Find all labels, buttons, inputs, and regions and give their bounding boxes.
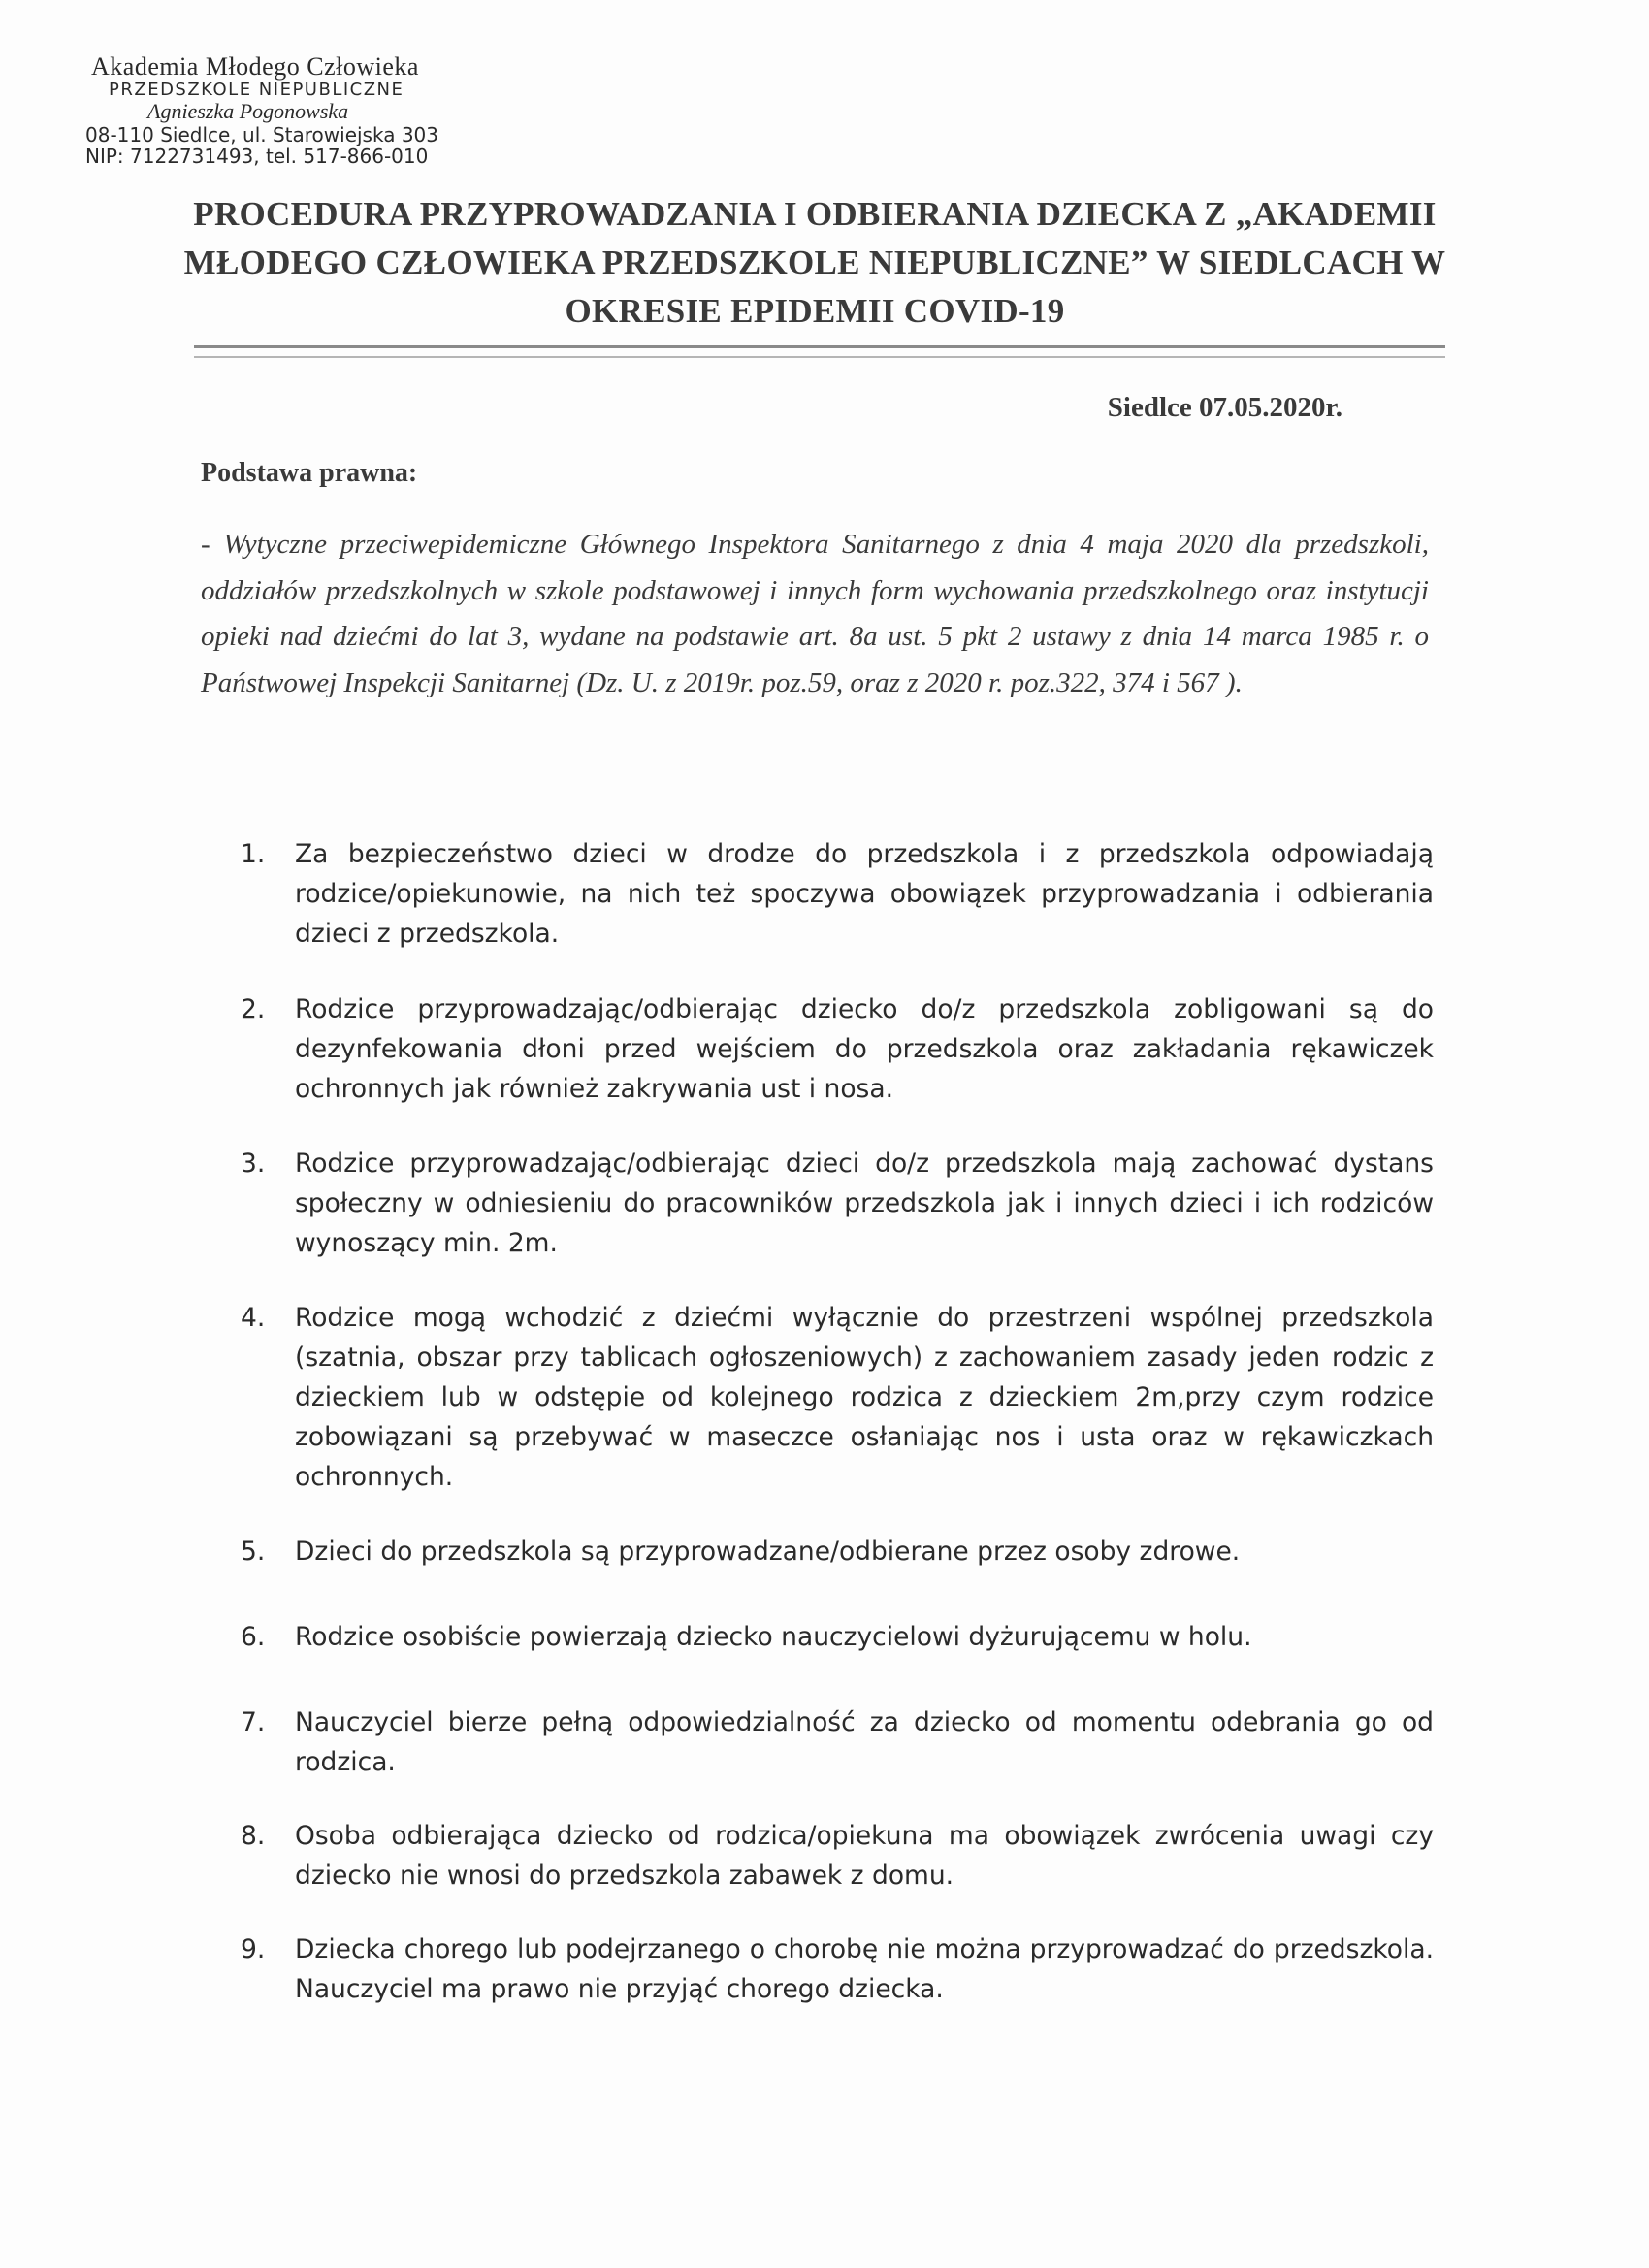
procedure-point xyxy=(241,1617,1434,1657)
point-text: Rodzice przyprowadzając/odbierając dzieci do/z przedszkola mają zachować dystans społeczny w odniesieniu do pracowników przedszkola jak i innych dzieci i ich rodziców wynoszący min. 2m. xyxy=(295,1149,1434,1258)
procedure-point xyxy=(241,1929,1434,2009)
procedure-point xyxy=(241,1298,1434,1497)
point-text: Rodzice mogą wchodzić z dziećmi wyłącznie do przestrzeni wspólnej przedszkola (szatnia, obszar przy tablicach ogłoszeniowych) z zachowaniem zasady jeden rodzic z dzieckiem lub w odstępie od kolejnego rodzica z dzieckiem 2m,przy czym rodzice zobowiązani są przebywać w maseczce osłaniając nos i usta oraz w rękawiczkach ochronnych. xyxy=(295,1303,1434,1492)
procedure-point xyxy=(241,989,1434,1109)
stamp-org-name: Akademia Młodego Człowieka xyxy=(91,52,419,81)
point-number: 4. xyxy=(241,1303,266,1333)
point-number: 1. xyxy=(241,839,266,869)
legal-basis-heading: Podstawa prawna: xyxy=(201,458,418,488)
procedure-point xyxy=(241,834,1434,954)
title-underline-divider xyxy=(194,345,1445,358)
point-number: 8. xyxy=(241,1821,266,1851)
point-number: 3. xyxy=(241,1149,266,1179)
institution-stamp xyxy=(85,52,493,168)
point-text: Dzieci do przedszkola są przyprowadzane/odbierane przez osoby zdrowe. xyxy=(295,1537,1241,1567)
point-text: Rodzice przyprowadzając/odbierając dziecko do/z przedszkola zobligowani są do dezynfekowania dłoni przed wejściem do przedszkola oraz zakładania rękawiczek ochronnych jak również zakrywania ust i nosa. xyxy=(295,994,1434,1104)
procedure-point xyxy=(241,1532,1434,1571)
point-text: Nauczyciel bierze pełną odpowiedzialność za dziecko od momentu odebrania go od rodzica. xyxy=(295,1707,1434,1777)
point-text: Dziecka chorego lub podejrzanego o chorobę nie można przyprowadzać do przedszkola. Nauczyciel ma prawo nie przyjąć chorego dziecka. xyxy=(295,1934,1434,2004)
point-number: 2. xyxy=(241,994,266,1024)
procedure-point xyxy=(241,1702,1434,1782)
point-text: Osoba odbierająca dziecko od rodzica/opiekuna ma obowiązek zwrócenia uwagi czy dziecko nie wnosi do przedszkola zabawek z domu. xyxy=(295,1821,1434,1891)
document-title: PROCEDURA PRZYPROWADZANIA I ODBIERANIA DZIECKA Z „AKADEMII MŁODEGO CZŁOWIEKA PRZEDSZKOLE NIEPUBLICZNE” W SIEDLCACH W OKRESIE EPIDEMII COVID-19 xyxy=(183,195,1446,330)
procedure-points-list xyxy=(241,834,1434,2009)
stamp-institution-type: PRZEDSZKOLE NIEPUBLICZNE xyxy=(109,80,404,101)
point-text: Rodzice osobiście powierzają dziecko nauczycielowi dyżurującemu w holu. xyxy=(295,1622,1252,1652)
point-number: 9. xyxy=(241,1934,266,1964)
stamp-address: 08-110 Siedlce, ul. Starowiejska 303 xyxy=(85,122,438,146)
point-number: 7. xyxy=(241,1707,266,1737)
stamp-owner-name: Agnieszka Pogonowska xyxy=(147,99,349,124)
procedure-point xyxy=(241,1144,1434,1263)
legal-basis-text: - Wytyczne przeciwepidemiczne Głównego Inspektora Sanitarnego z dnia 4 maja 2020 dla przedszkoli, oddziałów przedszkolnych w szkole podstawowej i innych form wychowania przedszkolnego oraz instytucji opieki nad dziećmi do lat 3, wydane na podstawie art. 8a ust. 5 pkt 2 ustawy z dnia 14 marca 1985 r. o Państwowej Inspekcji Sanitarnej (Dz. U. z 2019r. poz.59, oraz z 2020 r. poz.322, 374 i 567 ). xyxy=(201,529,1429,698)
point-number: 5. xyxy=(241,1537,266,1567)
point-text: Za bezpieczeństwo dzieci w drodze do przedszkola i z przedszkola odpowiadają rodzice/opiekunowie, na nich też spoczywa obowiązek przyprowadzania i odbierania dzieci z przedszkola. xyxy=(295,839,1434,949)
stamp-nip-phone: NIP: 7122731493, tel. 517-866-010 xyxy=(85,145,429,169)
procedure-point xyxy=(241,1816,1434,1895)
point-number: 6. xyxy=(241,1622,266,1652)
document-date: Siedlce 07.05.2020r. xyxy=(1107,392,1342,423)
